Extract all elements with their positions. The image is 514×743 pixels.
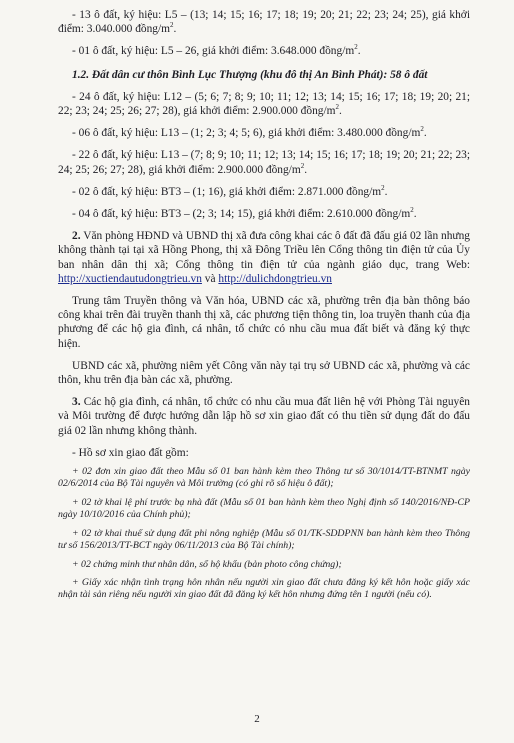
link-xuctiendautu[interactable]: http://xuctiendautudongtrieu.vn: [58, 272, 202, 285]
lot-line-l13-a: - 06 ô đất, ký hiệu: L13 – (1; 2; 3; 4; 5; 6), giá khởi điểm: 3.480.000 đồng/$m^2$.: [72, 125, 427, 140]
paragraph-media: Trung tâm Truyền thông và Văn hóa, UBND các xã, phường trên địa bàn thông báo công khai trên đài truyền thanh thị xã, các phương tiện thông tin, loa truyền thanh của địa phương để các hộ gia đình, cá nhân, tổ chức có nhu cầu mua đất biết và đăng ký thực hiện.: [58, 295, 470, 350]
lot-line-bt3-b: - 04 ô đất, ký hiệu: BT3 – (2; 3; 14; 15), giá khởi điểm: 2.610.000 đồng/$m^2$.: [72, 206, 417, 221]
dossier-item-5: + Giấy xác nhận tình trạng hôn nhân nếu người xin giao đất chưa đăng ký kết hôn hoặc giấy xác nhận tài sản riêng nếu người xin giao đất đã đăng ký kết hôn nhưng đứng tên 1 người (nếu có).: [58, 576, 470, 601]
paragraph-3: 3. Các hộ gia đình, cá nhân, tổ chức có nhu cầu mua đất liên hệ với Phòng Tài nguyên và Môi trường để được hướng dẫn lập hồ sơ xin giao đất có thu tiền sử dụng đất do đấu giá 02 lần nhưng không thành.: [58, 396, 470, 437]
paragraph-posting: UBND các xã, phường niêm yết Công văn này tại trụ sở UBND các xã, phường và các thôn, khu trên địa bàn các xã, phường.: [58, 359, 470, 387]
section-heading-1-2: 1.2. Đất dân cư thôn Bình Lục Thượng (khu đô thị An Bình Phát): 58 ô đất: [72, 68, 428, 81]
dossier-item-3: + 02 tờ khai thuế sử dụng đất phi nông nghiệp (Mẫu số 01/TK-SDDPNN ban hành kèm theo Thông tư số 156/2013/TT-BCT ngày 06/11/2013 của Bộ Tài chính);: [58, 527, 470, 552]
dossier-item-4: + 02 chứng minh thư nhân dân, sổ hộ khẩu (bản photo công chứng);: [72, 558, 342, 570]
lot-line-l5-26: - 01 ô đất, ký hiệu: L5 – 26, giá khởi điểm: 3.648.000 đồng/$m^2$.: [72, 43, 361, 58]
page-number: 2: [254, 713, 260, 725]
lot-line-l13-b: - 22 ô đất, ký hiệu: L13 – (7; 8; 9; 10; 11; 12; 13; 14; 15; 16; 17; 18; 19; 20; 21; 22; 23; 24; 25; 26; 27; 28), giá khởi điểm: 2.900.000 đồng/$m^2$.: [58, 149, 470, 176]
link-dulich[interactable]: http://dulichdongtrieu.vn: [218, 272, 332, 285]
dossier-item-1: + 02 đơn xin giao đất theo Mẫu số 01 ban hành kèm theo Thông tư số 30/1014/TT-BTNMT ngày 02/6/2014 của Bộ Tài nguyên và Môi trường (có ghi rõ số hiệu ô đất);: [58, 466, 470, 490]
paragraph-2: 2. Văn phòng HĐND và UBND thị xã đưa công khai các ô đất đã đấu giá 02 lần nhưng không thành tại tại xã Hồng Phong, thị xã Đông Triều lên Cổng thông tin điện tử của Ủy ban nhân dân thị xã; Cổng thông tin điện tử của ngành giáo dục, trang Web: http://xuctiendautudongtrieu.vn và http://dulichdongtrieu.vn: [58, 230, 470, 285]
dossier-title: - Hồ sơ xin giao đất gồm:: [72, 446, 189, 459]
lot-line-l12: - 24 ô đất, ký hiệu: L12 – (5; 6; 7; 8; 9; 10; 11; 12; 13; 14; 15; 16; 17; 18; 19; 20; 21; 22; 23; 24; 25; 26; 27; 28), giá khởi điểm: 2.900.000 đồng/$m^2$.: [58, 90, 470, 118]
lot-line-bt3-a: - 02 ô đất, ký hiệu: BT3 – (1; 16), giá khởi điểm: 2.871.000 đồng/$m^2$.: [72, 184, 388, 198]
lot-line-l5-13: - 13 ô đất, ký hiệu: L5 – (13; 14; 15; 16; 17; 18; 19; 20; 21; 22; 23; 24; 25), giá khởi điểm: 3.040.000 đồng/$m^2$.: [58, 9, 470, 36]
dossier-item-2: + 02 tờ khai lệ phí trước bạ nhà đất (Mẫu số 01 ban hành kèm theo Nghị định số 140/2016/NĐ-CP ngày 10/10/2016 của Chính phủ);: [58, 496, 470, 521]
